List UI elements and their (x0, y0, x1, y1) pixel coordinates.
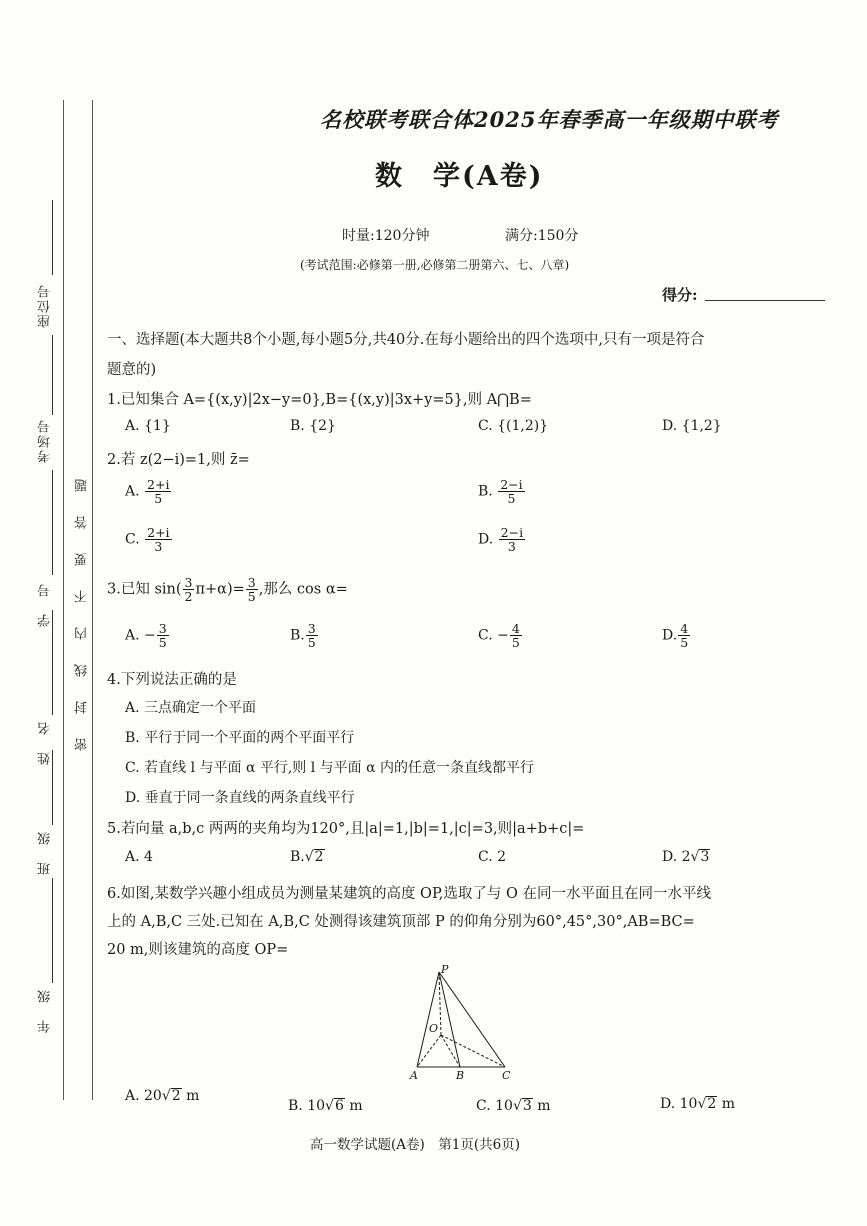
q3-option-a (125, 622, 170, 649)
q3-d-num: 4 (680, 621, 689, 636)
q1-option-d: D. {1,2} (662, 418, 722, 434)
subject-title: 数 学(A卷) (375, 161, 544, 192)
edge-pc (439, 972, 505, 1067)
q3-stem-post: ,那么 cos α= (258, 581, 348, 598)
question-2-stem: 2.若 z(2−i)=1,则 z̄= (107, 452, 250, 468)
q6-c-label: C. 10 (476, 1098, 513, 1114)
q1-option-a: A. {1} (125, 418, 171, 434)
q6-d-unit: m (721, 1096, 736, 1112)
q3-a-den: 5 (158, 635, 167, 651)
q5-option-b: B.√2 (290, 849, 324, 865)
question-3-stem (107, 576, 348, 603)
label-p: P (441, 963, 449, 976)
label-c: C (502, 1069, 511, 1082)
q3-stem-num1: 3 (184, 575, 193, 590)
q6-b-radicand: 6 (334, 1098, 344, 1114)
question-6-line-3: 20 m,则该建筑的高度 OP= (107, 942, 289, 958)
q2-a-num: 2+i (147, 477, 170, 492)
full-score: 满分:150分 (505, 228, 579, 244)
seat-number-label: 座位号 (38, 283, 53, 328)
seal-line (92, 100, 93, 1100)
q5-option-d: D. 2√3 (662, 849, 710, 865)
q3-b-fraction (306, 622, 318, 649)
q3-b-den: 5 (307, 635, 316, 651)
score-label: 得分: (662, 286, 698, 304)
exam-scope: (考试范围:必修第一册,必修第二册第六、七、八章) (300, 258, 570, 272)
seat-number-blank (52, 200, 53, 275)
q3-stem-den2: 5 (247, 589, 256, 605)
name-label: 姓 名 (38, 720, 53, 765)
section-heading: 一、选择题(本大题共8个小题,每小题5分,共40分.在每小题给出的四个选项中,只有一项是符合 (107, 332, 705, 348)
binding-margin-line (63, 100, 64, 1100)
q3-a-label: A. − (125, 627, 156, 644)
q2-c-den: 3 (154, 539, 163, 555)
edge-oc (441, 1035, 505, 1067)
q6-c-radicand: 3 (522, 1098, 532, 1114)
name-blank (52, 610, 53, 715)
q2-a-den: 5 (154, 491, 163, 507)
q3-option-d (662, 622, 691, 649)
grade-blank (52, 878, 53, 983)
q3-d-label: D. (662, 627, 678, 644)
q2-a-fraction (145, 478, 171, 505)
label-a: A (410, 1069, 418, 1082)
time-limit: 时量:120分钟 (342, 228, 430, 244)
q2-d-fraction (499, 526, 525, 553)
student-id-label: 学 号 (38, 582, 53, 627)
q2-option-c (125, 526, 173, 553)
section-heading-cont: 题意的) (107, 362, 157, 378)
q6-d-radicand: 2 (707, 1096, 717, 1112)
exam-room-label: 考场号 (38, 418, 53, 463)
question-4-stem: 4.下列说法正确的是 (107, 672, 237, 688)
q3-a-fraction (157, 622, 169, 649)
class-blank (52, 750, 53, 825)
student-id-blank (52, 470, 53, 575)
question-5-stem: 5.若向量 a,b,c 两两的夹角均为120°,且|a|=1,|b|=1,|c|=3,则|a+b+c|= (107, 821, 585, 837)
q5-b-radicand: 2 (314, 849, 324, 865)
q1-option-c: C. {(1,2)} (478, 418, 549, 434)
q6-d-label: D. 10 (660, 1096, 698, 1112)
q6-c-unit: m (537, 1098, 551, 1114)
q6-option-a: A. 20√2 m (125, 1088, 200, 1104)
q5-option-a: A. 4 (125, 849, 153, 865)
question-1-stem: 1.已知集合 A={(x,y)|2x−y=0},B={(x,y)|3x+y=5},则 A⋂B= (107, 392, 532, 408)
q3-b-num: 3 (307, 621, 316, 636)
page-footer: 高一数学试题(A卷) 第1页(共6页) (310, 1137, 520, 1153)
q4-option-a: A. 三点确定一个平面 (125, 700, 257, 716)
q5-d-label: D. 2 (662, 849, 691, 865)
q3-d-den: 5 (680, 635, 689, 651)
q3-b-label: B. (290, 627, 305, 644)
exam-title: 名校联考联合体2025年春季高一年级期中联考 (320, 107, 779, 132)
q2-d-label: D. (478, 531, 494, 548)
score-blank (705, 300, 825, 301)
question-6-line-2: 上的 A,B,C 三处.已知在 A,B,C 处测得该建筑顶部 P 的仰角分别为60°,45°,30°,AB=BC= (107, 914, 695, 930)
q6-a-label: A. 20 (125, 1088, 162, 1104)
question-6-line-1: 6.如图,某数学兴趣小组成员为测量某建筑的高度 OP,选取了与 O 在同一水平面且在同一水平线 (107, 886, 711, 902)
q3-stem-pre: 3.已知 sin( (107, 581, 182, 598)
q2-c-fraction (145, 526, 171, 553)
q3-c-num: 4 (511, 621, 520, 636)
q2-a-label: A. (125, 483, 140, 500)
q3-c-label: C. − (478, 627, 509, 644)
q2-d-den: 3 (507, 539, 516, 555)
q2-b-fraction (498, 478, 524, 505)
q2-d-num: 2−i (500, 525, 524, 540)
label-b: B (456, 1069, 465, 1082)
q6-b-unit: m (349, 1098, 363, 1114)
q3-c-den: 5 (511, 635, 520, 651)
q6-a-radicand: 2 (171, 1088, 181, 1104)
q2-b-den: 5 (507, 491, 516, 507)
q3-option-c (478, 622, 523, 649)
q2-option-a (125, 478, 172, 505)
q6-b-label: B. 10 (288, 1098, 326, 1114)
q6-a-unit: m (186, 1088, 200, 1104)
q3-stem-fraction-1 (183, 576, 195, 603)
q4-option-c: C. 若直线 l 与平面 α 平行,则 l 与平面 α 内的任意一条直线都平行 (125, 760, 535, 776)
q3-option-b (290, 622, 319, 649)
q2-b-num: 2−i (500, 477, 523, 492)
exam-room-blank (52, 335, 53, 415)
label-o: O (429, 1022, 439, 1035)
q4-option-b: B. 平行于同一个平面的两个平面平行 (125, 730, 355, 746)
q4-option-d: D. 垂直于同一条直线的两条直线平行 (125, 790, 355, 806)
q5-b-label: B. (290, 849, 305, 865)
q1-option-b: B. {2} (290, 418, 336, 434)
q2-c-label: C. (125, 531, 140, 548)
grade-label: 年 级 (38, 988, 53, 1033)
q3-stem-fraction-2 (246, 576, 258, 603)
q2-option-b (478, 478, 526, 505)
q3-c-fraction (510, 622, 522, 649)
q2-c-num: 2+i (147, 525, 170, 540)
q6-option-c: C. 10√3 m (476, 1098, 551, 1114)
q3-stem-num2: 3 (247, 575, 256, 590)
q3-a-num: 3 (158, 621, 167, 636)
q2-b-label: B. (478, 483, 493, 500)
q6-geometry-figure (405, 962, 525, 1082)
q5-option-c: C. 2 (478, 849, 507, 865)
q2-option-d (478, 526, 526, 553)
class-label: 班 级 (38, 830, 53, 875)
q6-option-b: B. 10√6 m (288, 1098, 363, 1114)
q5-d-radicand: 3 (700, 849, 710, 865)
q3-stem-den1: 2 (184, 589, 193, 605)
q3-stem-mid: π+α)= (195, 581, 245, 598)
q6-option-d: D. 10√2 m (660, 1096, 736, 1112)
seal-warning-text: 密封线内不要答题 (75, 455, 90, 751)
q3-d-fraction (678, 622, 690, 649)
